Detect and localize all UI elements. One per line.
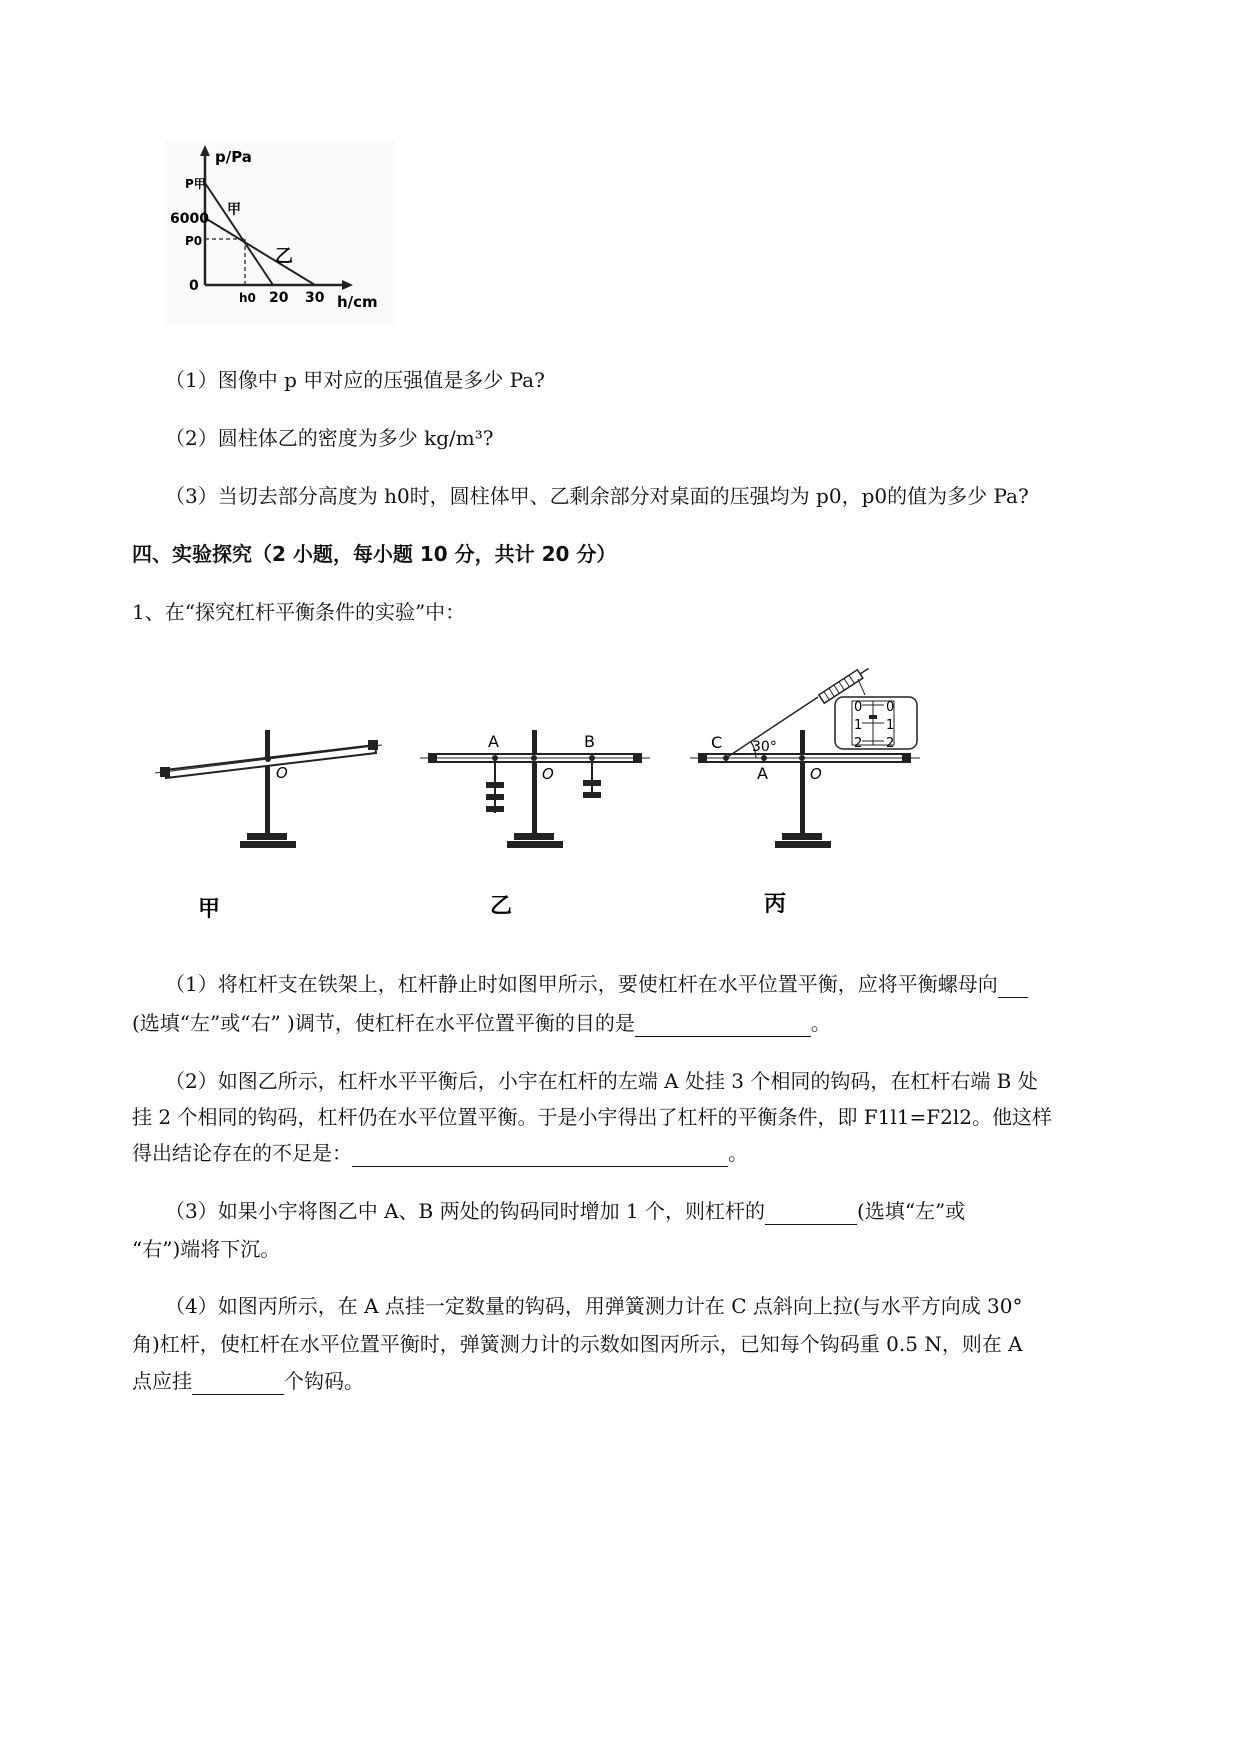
fig-c-angle-label: 30° (752, 739, 777, 755)
meter-scale-left-1: 1 (854, 718, 863, 733)
meter-scale-left-2: 2 (854, 736, 863, 751)
question-2-line-3 (132, 1139, 748, 1167)
answer-blank-3[interactable] (765, 1202, 857, 1225)
question-1-text-2: (选填“左”或“右” )调节，使杠杆在水平位置平衡的目的是 (132, 1011, 635, 1035)
line-yi-label: 乙 (275, 246, 293, 267)
figure-yi (420, 730, 650, 919)
meter-scale-right-2: 2 (886, 736, 895, 751)
pressure-height-graph (165, 140, 395, 325)
meter-scale-left-0: 0 (854, 700, 863, 715)
question-4-line-2: 角)杠杆，使杠杆在水平位置平衡时，弹簧测力计的示数如图丙所示，已知每个钩码重 0.5 N，则在 A (132, 1332, 1023, 1356)
question-2-line-1: （2）如图乙所示，杠杆水平平衡后，小宇在杠杆的左端 A 处挂 3 个相同的钩码，在杠杆右端 B 处 (165, 1069, 1038, 1093)
prev-question-1: （1）图像中 p 甲对应的压强值是多少 Pa? (165, 368, 545, 392)
question-1-end: 。 (810, 1011, 831, 1035)
question-4-line-1: （4）如图丙所示，在 A 点挂一定数量的钩码，用弹簧测力计在 C 点斜向上拉(与水平方向成 30° (165, 1294, 1023, 1318)
fig-a-caption: 甲 (198, 897, 221, 922)
origin-label: 0 (189, 278, 199, 294)
figure-bing (690, 665, 920, 917)
answer-blank-2[interactable] (352, 1144, 728, 1167)
meter-scale-right-1: 1 (886, 718, 895, 733)
problem-intro: 1、在“探究杠杆平衡条件的实验”中： (132, 600, 466, 624)
y-axis-label: p/Pa (215, 148, 252, 166)
x-axis-label: h/cm (337, 293, 378, 311)
question-1-line-1 (165, 970, 1028, 998)
lever-figures (150, 665, 970, 930)
question-2-end: 。 (728, 1141, 748, 1165)
question-1-line-2 (132, 1009, 831, 1037)
answer-blank-4[interactable] (192, 1372, 284, 1395)
fig-b-point-a: A (488, 732, 499, 751)
answer-blank-1b[interactable] (635, 1014, 811, 1037)
question-2-text-3: 得出结论存在的不足是： (132, 1141, 352, 1165)
x-tick-20: 20 (269, 290, 289, 306)
fig-c-point-c: C (711, 733, 723, 752)
question-1-text: （1）将杠杆支在铁架上，杠杆静止时如图甲所示，要使杠杆在水平位置平衡，应将平衡螺母向 (165, 972, 998, 996)
question-2-line-2: 挂 2 个相同的钩码，杠杆仍在水平位置平衡。于是小宇得出了杠杆的平衡条件，即 F1l1=F2l2。他这样 (132, 1105, 1052, 1129)
line-jia-label: 甲 (227, 202, 241, 218)
prev-question-3: （3）当切去部分高度为 h0时，圆柱体甲、乙剩余部分对桌面的压强均为 p0，p0的值为多少 Pa? (165, 484, 1029, 508)
question-4-line-3 (132, 1367, 364, 1395)
fig-c-pivot-label: O (810, 765, 822, 783)
y-tick-6000: 6000 (170, 211, 209, 227)
fig-b-pivot-label: O (542, 765, 554, 783)
section-heading: 四、实验探究（2 小题，每小题 10 分，共计 20 分） (132, 542, 617, 566)
question-3-line-2: “右”)端将下沉。 (132, 1237, 281, 1261)
x-tick-30: 30 (305, 290, 325, 306)
fig-b-point-b: B (584, 732, 595, 751)
question-3-text: （3）如果小宇将图乙中 A、B 两处的钩码同时增加 1 个，则杠杆的 (165, 1199, 766, 1223)
question-4-text-3: 点应挂 (132, 1369, 192, 1393)
fig-b-caption: 乙 (490, 894, 513, 919)
fig-c-point-a: A (757, 764, 768, 783)
x-tick-h0: h0 (239, 291, 256, 305)
figure-jia (155, 730, 382, 922)
fig-c-caption: 丙 (764, 892, 787, 917)
prev-question-2: （2）圆柱体乙的密度为多少 kg/m³? (165, 426, 494, 450)
answer-blank-1a[interactable] (998, 975, 1028, 998)
y-tick-p0: P0 (185, 234, 203, 248)
question-3-text-b: (选填“左”或 (857, 1199, 966, 1223)
question-4-end: 个钩码。 (284, 1369, 364, 1393)
question-3-line-1 (165, 1197, 965, 1225)
meter-scale-right-0: 0 (886, 700, 895, 715)
fig-a-pivot-label: O (276, 764, 288, 782)
y-tick-pjia: P甲 (185, 177, 206, 191)
